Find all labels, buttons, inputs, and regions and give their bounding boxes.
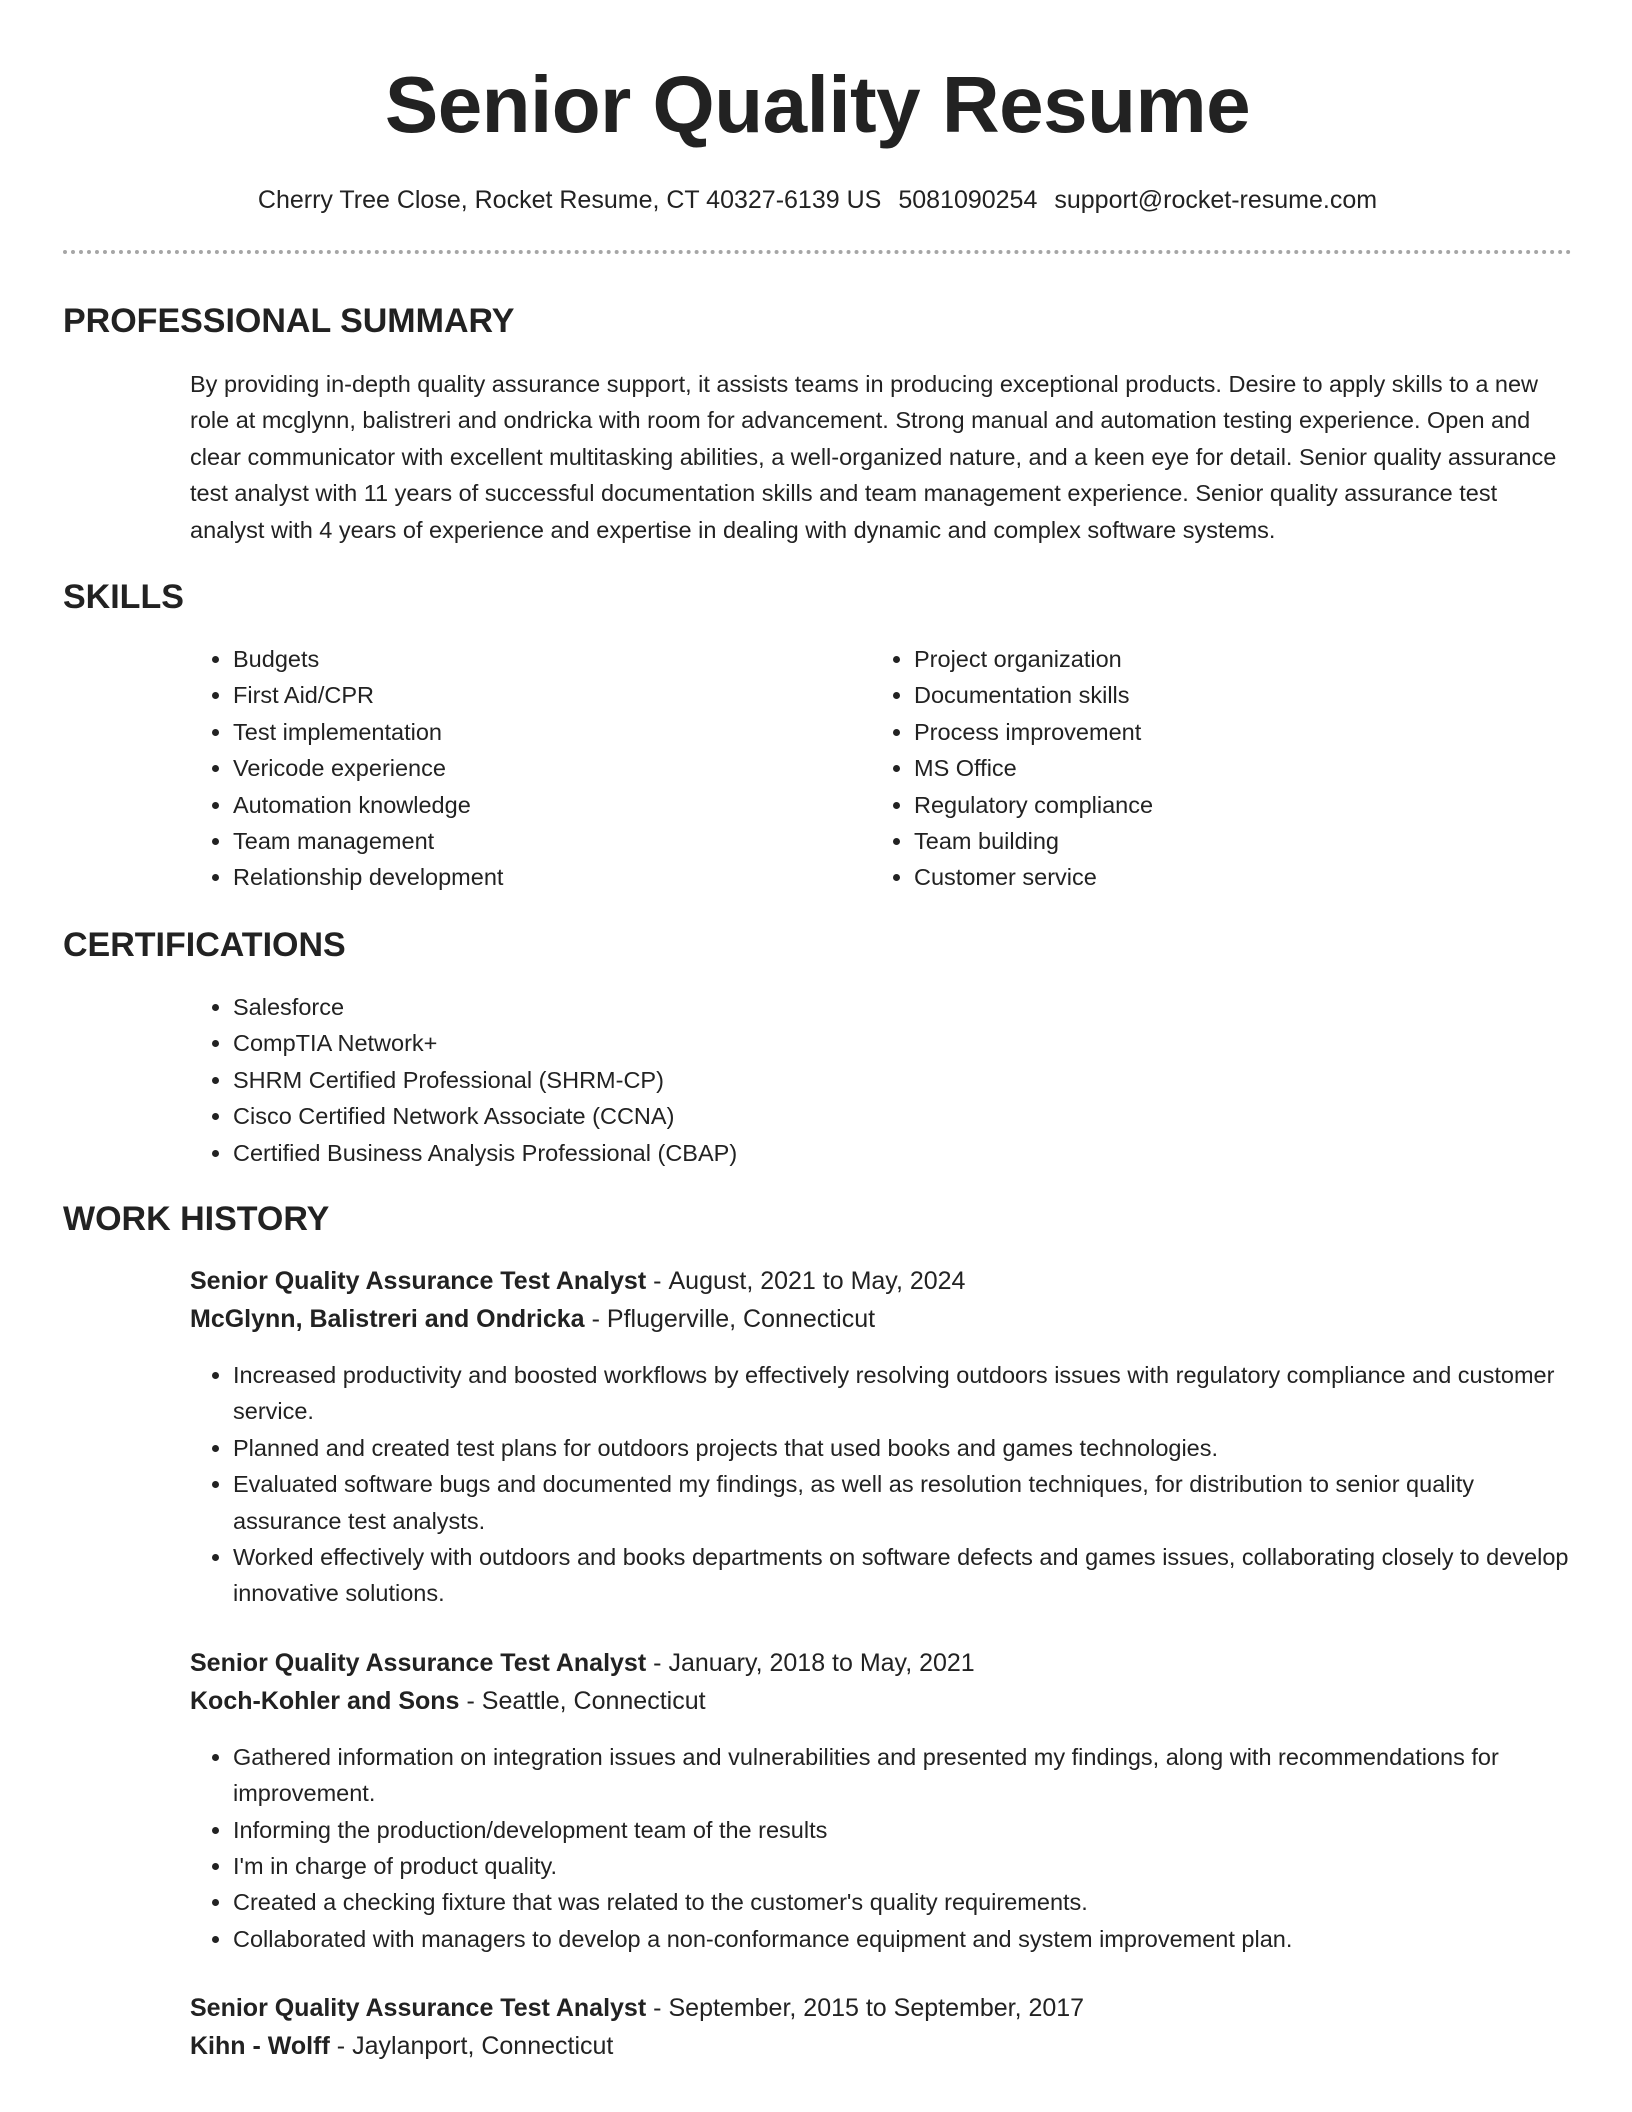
skills-list-right: [871, 641, 1572, 896]
job-entry: [190, 1262, 1572, 1612]
certification-item: • Certified Business Analysis Professional (CBAP): [233, 1135, 1572, 1171]
job-title-line: [190, 1262, 1572, 1300]
work-history-section: [63, 1197, 1572, 2065]
job-dates: September, 2015 to September, 2017: [668, 1994, 1085, 2023]
job-bullet: • Evaluated software bugs and documented my findings, as well as resolution techniques, for distribution to senior quality assurance test analysts.: [233, 1466, 1572, 1539]
job-bullet: • Created a checking fixture that was related to the customer's quality requirements.: [233, 1884, 1572, 1920]
job-separator: -: [653, 1266, 662, 1295]
job-dates: August, 2021 to May, 2024: [668, 1266, 966, 1295]
job-bullet: • Collaborated with managers to develop a non-conformance equipment and system improvement plan.: [233, 1921, 1572, 1957]
job-dates: January, 2018 to May, 2021: [668, 1648, 975, 1677]
job-company-line: [190, 2027, 1572, 2065]
skill-item: • Automation knowledge: [233, 787, 871, 823]
job-title-line: [190, 1989, 1572, 2027]
job-company-line: [190, 1682, 1572, 1720]
certification-item: • CompTIA Network+: [233, 1025, 1572, 1061]
certification-item: • Cisco Certified Network Associate (CCNA): [233, 1098, 1572, 1134]
skill-item: • Team management: [233, 823, 871, 859]
job-company: McGlynn, Balistreri and Ondricka: [190, 1304, 585, 1333]
job-company: Kihn - Wolff: [190, 2032, 330, 2061]
resume-title: Senior Quality Resume: [384, 60, 1251, 149]
job-bullet: • Increased productivity and boosted workflows by effectively resolving outdoors issues with regulatory compliance and customer service.: [233, 1357, 1572, 1430]
job-bullet: • Planned and created test plans for outdoors projects that used books and games technologies.: [233, 1430, 1572, 1466]
section-heading-skills: SKILLS: [63, 578, 184, 617]
skill-item: • Documentation skills: [914, 677, 1572, 713]
skill-item: • MS Office: [914, 750, 1572, 786]
job-title: Senior Quality Assurance Test Analyst: [190, 1994, 647, 2023]
section-heading-certifications: CERTIFICATIONS: [63, 925, 346, 964]
summary-text: By providing in-depth quality assurance support, it assists teams in producing exceptional products. Desire to apply skills to a new role at mcglynn, balistreri and ondricka with room for advancement. Strong manual and automation testing experience. Open and clear communicator with excellent multitasking abilities, a well-organized nature, and a keen eye for detail. Senior quality assurance test analyst with 11 years of successful documentation skills and team management experience. Senior quality assurance test analyst with 4 years of experience and expertise in dealing with dynamic and complex software systems.: [190, 371, 1557, 543]
header-divider: [63, 250, 1572, 254]
job-separator: -: [336, 2032, 346, 2061]
job-title-line: [190, 1644, 1572, 1682]
skill-item: • Budgets: [233, 641, 871, 677]
skill-item: • Regulatory compliance: [914, 787, 1572, 823]
job-bullet: • Gathered information on integration issues and vulnerabilities and presented my findings, along with recommendations for improvement.: [233, 1739, 1572, 1812]
skill-item: • Team building: [914, 823, 1572, 859]
job-separator: -: [466, 1686, 475, 1715]
certifications-section: [63, 923, 1572, 1171]
job-company-line: [190, 1300, 1572, 1338]
job-bullets: [190, 1357, 1572, 1612]
job-separator: -: [653, 1994, 662, 2023]
certifications-list: [190, 989, 1572, 1171]
job-bullet: • I'm in charge of product quality.: [233, 1848, 1572, 1884]
job-company: Koch-Kohler and Sons: [190, 1686, 460, 1715]
skill-item: • Process improvement: [914, 714, 1572, 750]
skills-section: [63, 575, 1572, 896]
section-heading-summary: PROFESSIONAL SUMMARY: [63, 302, 515, 340]
skill-item: • Test implementation: [233, 714, 871, 750]
skill-item: • Project organization: [914, 641, 1572, 677]
skill-item: • Customer service: [914, 859, 1572, 895]
job-entry: [190, 1989, 1572, 2065]
skills-list-left: [190, 641, 871, 896]
skills-columns: [190, 641, 1572, 896]
job-bullet: • Informing the production/development team of the results: [233, 1812, 1572, 1848]
certification-item: • SHRM Certified Professional (SHRM-CP): [233, 1062, 1572, 1098]
summary-section: [63, 299, 1572, 548]
contact-phone: 5081090254: [898, 186, 1038, 214]
job-location: Pflugerville, Connecticut: [606, 1304, 876, 1333]
skill-item: • Vericode experience: [233, 750, 871, 786]
job-title: Senior Quality Assurance Test Analyst: [190, 1648, 647, 1677]
job-separator: -: [591, 1304, 600, 1333]
job-bullet: • Worked effectively with outdoors and books departments on software defects and games issues, collaborating closely to develop innovative solutions.: [233, 1539, 1572, 1612]
contact-email: support@rocket-resume.com: [1054, 186, 1378, 214]
section-heading-work-history: WORK HISTORY: [63, 1199, 330, 1238]
job-entry: [190, 1644, 1572, 1957]
certification-item: • Salesforce: [233, 989, 1572, 1025]
job-separator: -: [653, 1648, 662, 1677]
job-title: Senior Quality Assurance Test Analyst: [190, 1266, 647, 1295]
contact-address: Cherry Tree Close, Rocket Resume, CT 40327-6139 US: [257, 186, 882, 214]
skill-item: • Relationship development: [233, 859, 871, 895]
skill-item: • First Aid/CPR: [233, 677, 871, 713]
job-bullets: [190, 1739, 1572, 1957]
job-location: Jaylanport, Connecticut: [352, 2032, 614, 2061]
contact-line: [63, 183, 1572, 217]
job-location: Seattle, Connecticut: [481, 1686, 706, 1715]
